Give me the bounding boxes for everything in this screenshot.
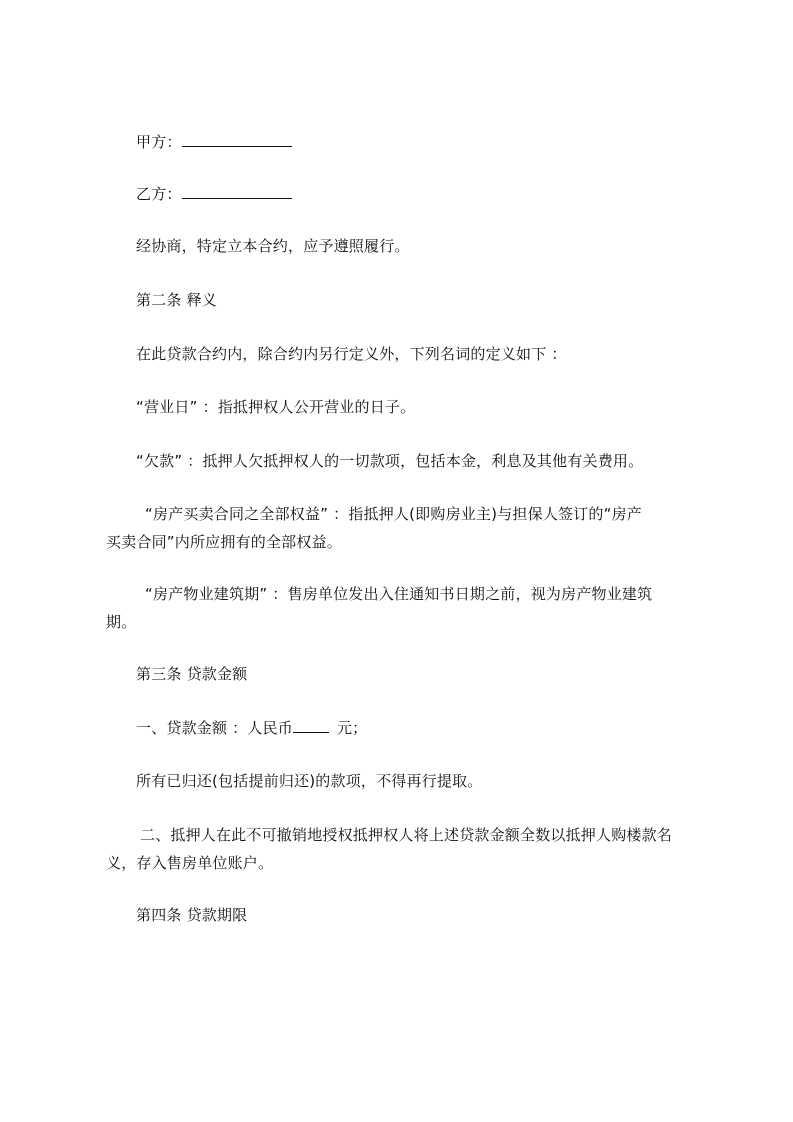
intro-paragraph: 经协商，特定立本合约，应予遵照履行。 [136,237,410,255]
no-redraw-paragraph: 所有已归还(包括提前归还)的款项，不得再行提取。 [136,772,483,790]
party-b-blank [182,184,292,199]
party-a-label: 甲方： [136,133,182,151]
party-b-label: 乙方： [136,185,182,203]
article-2-heading: 第二条 释义 [136,291,217,309]
article-4-heading: 第四条 贷款期限 [136,906,248,924]
authorization-line-2: 义，存入售房单位账户。 [106,854,274,872]
definition-business-day: “营业日” ：指抵押权人公开营业的日子。 [136,398,416,416]
party-a-blank [182,132,292,147]
definition-arrears: “欠款” ：抵押人欠抵押权人的一切款项，包括本金，利息及其他有关费用。 [136,452,644,470]
loan-amount-line [136,718,367,738]
definition-rights-line-1: “房产买卖合同之全部权益” ：指抵押人(即购房业主)与担保人签订的“房产 [145,505,642,523]
definition-rights-line-2: 买卖合同”内所应拥有的全部权益。 [106,533,342,551]
loan-amount-label: 一、贷款金额 ：人民币 [136,719,293,737]
definition-construction-line-1: “房产物业建筑期” ：售房单位发出入住通知书日期之前，视为房产物业建筑 [145,585,653,603]
loan-amount-blank [293,718,329,733]
party-a-line [136,132,292,152]
definition-construction-line-2: 期。 [106,613,137,631]
article-2-intro: 在此贷款合约内，除合约内另行定义外，下列名词的定义如下 ： [136,345,567,363]
loan-amount-unit: 元； [336,719,368,737]
article-3-heading: 第三条 贷款金额 [136,665,248,683]
authorization-line-1: 二、抵押人在此不可撤销地授权抵押权人将上述贷款金额全数以抵押人购楼款名 [140,826,673,844]
party-b-line [136,184,292,204]
